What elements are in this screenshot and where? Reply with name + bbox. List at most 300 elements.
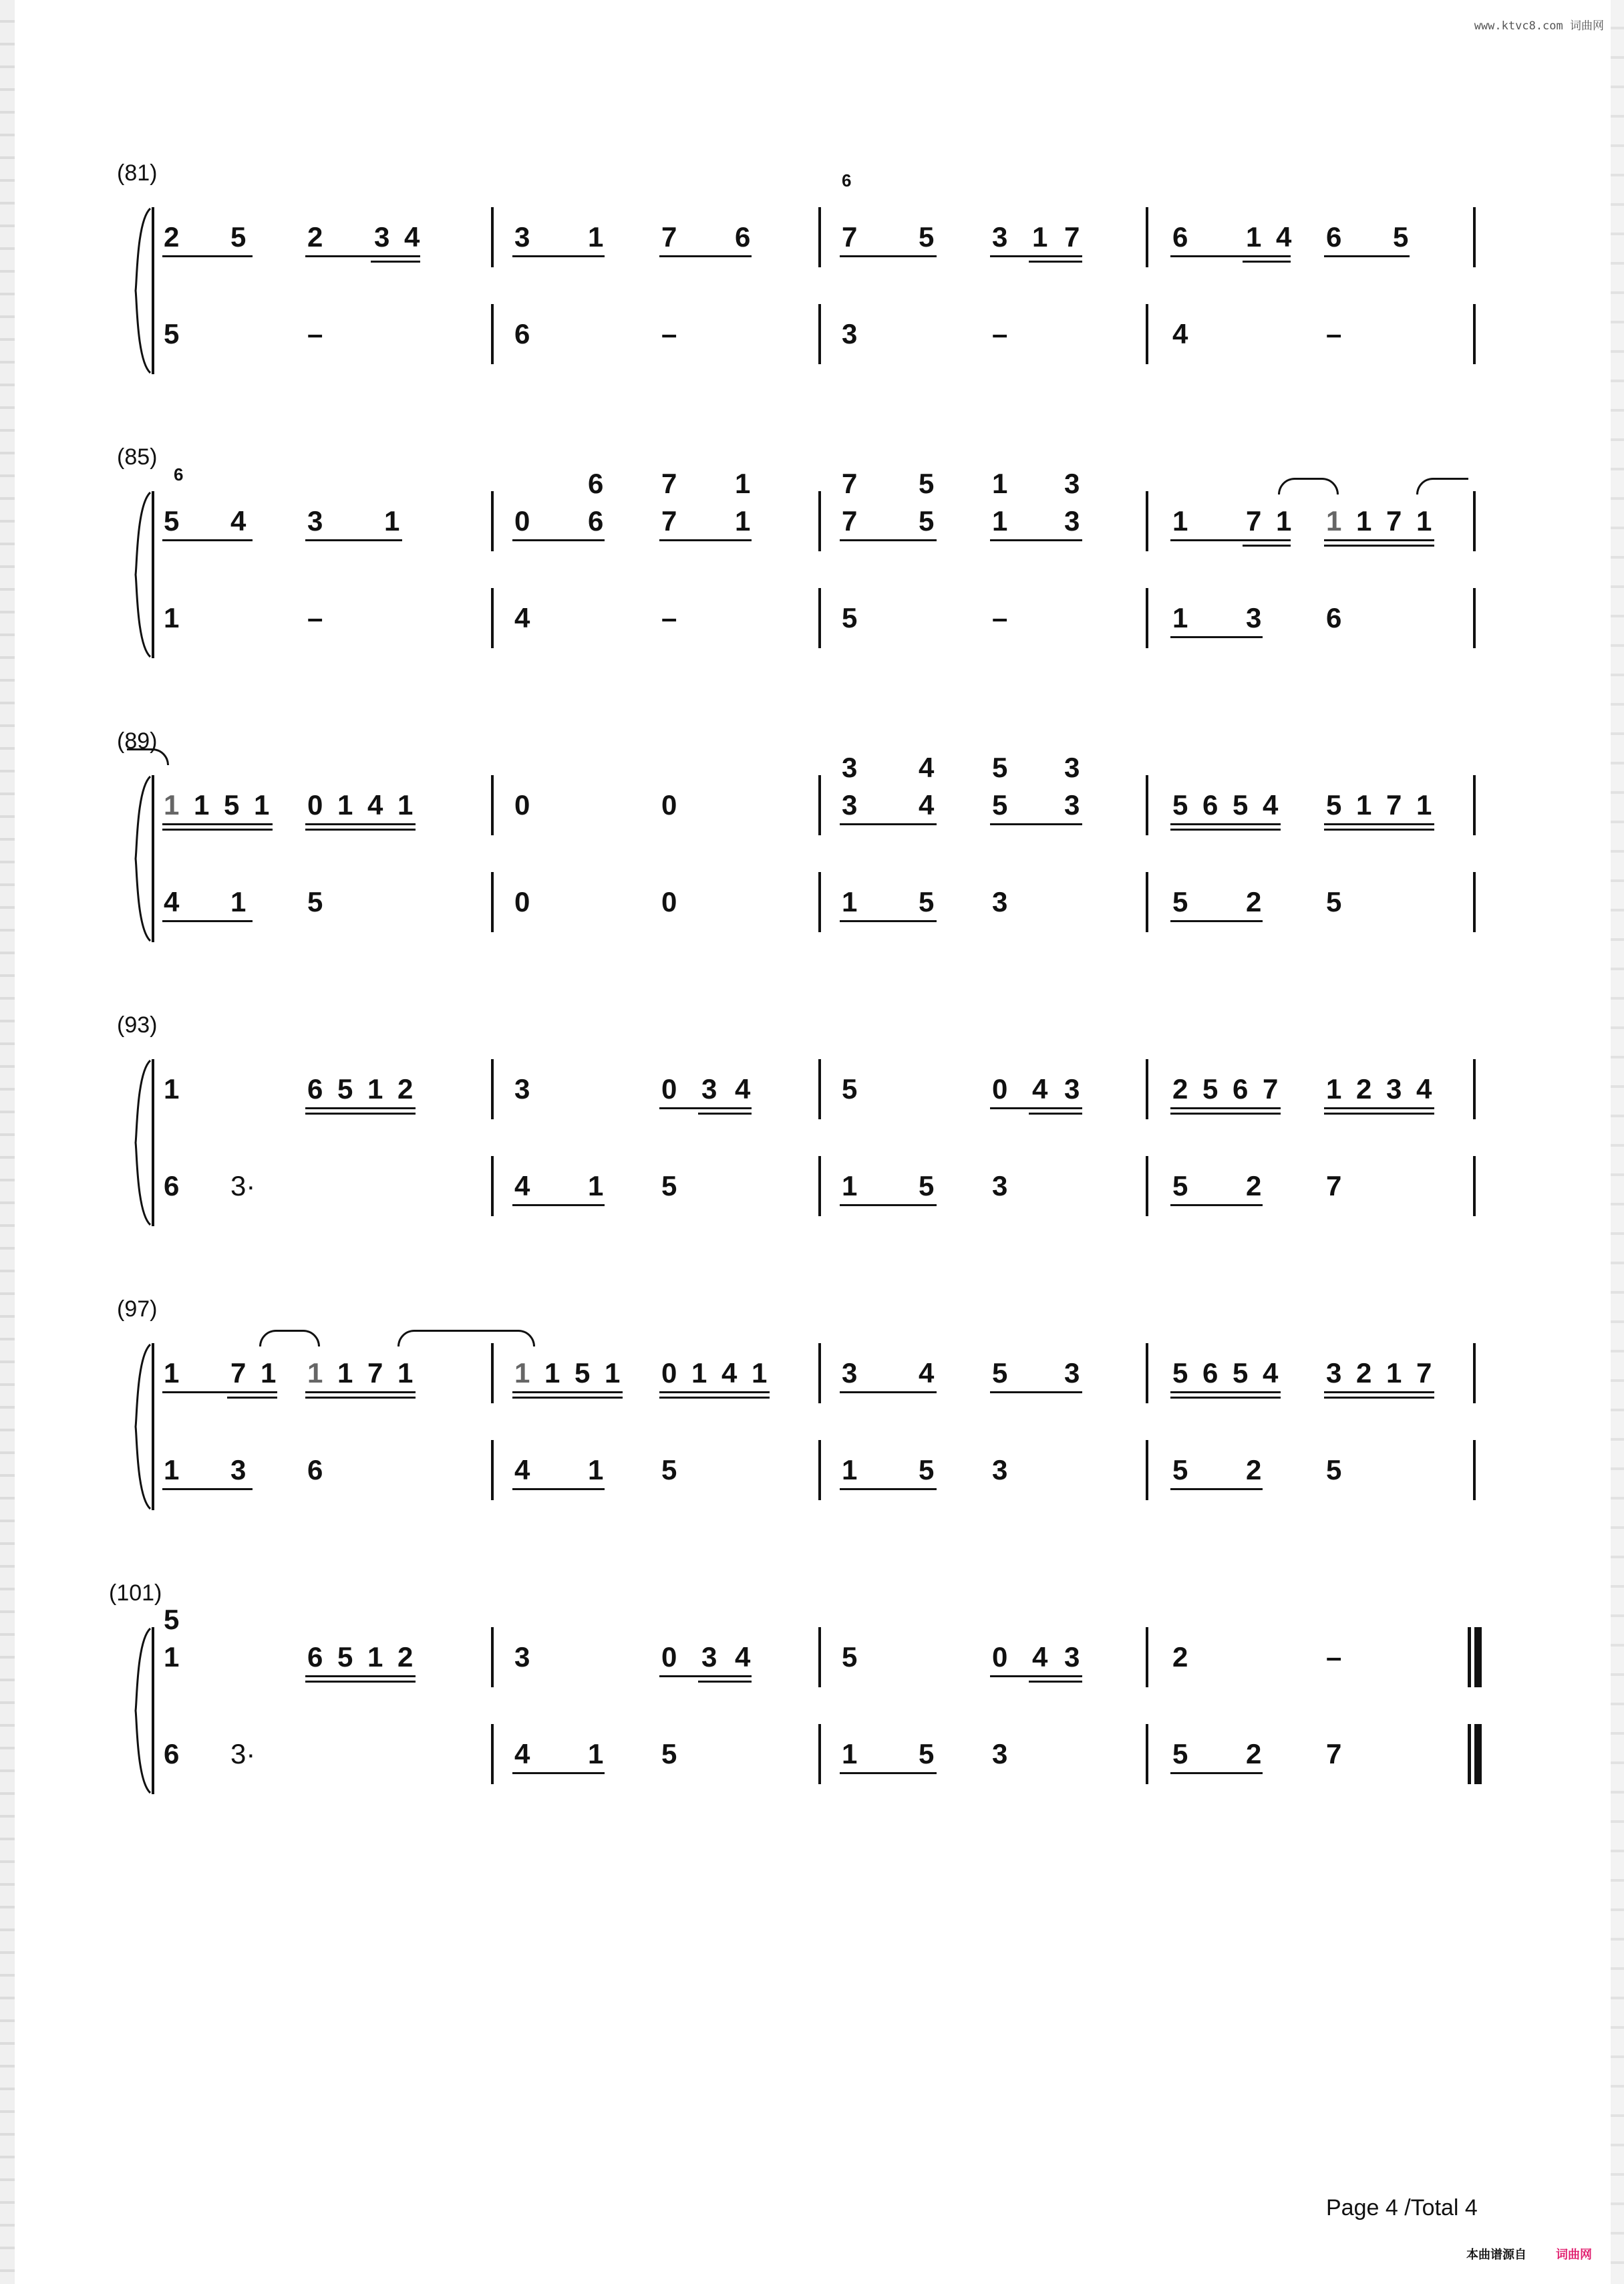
note: – [992,318,1008,349]
note: 6 [1172,221,1188,253]
beam [512,1204,605,1206]
bar-line [491,1343,494,1403]
bar-line [1146,588,1148,648]
beam [1324,1397,1434,1399]
upper-staff [157,170,1496,267]
note: 7 [1416,1357,1432,1389]
beam [840,1488,937,1490]
score-system-93 [117,1012,1496,1233]
note: 5 [1172,1454,1188,1485]
note: 5 [919,221,935,253]
note: 3· [230,1738,256,1769]
note: 5 [992,1357,1008,1389]
note: 0 [514,789,530,821]
bar-line [818,207,821,267]
beam [659,1675,752,1677]
tie-arc [1278,478,1339,494]
beam [840,1772,937,1774]
measure-number: (93) [117,1012,158,1038]
beam [162,1391,277,1393]
beam [305,1397,416,1399]
note: 1 [1326,1073,1342,1105]
note: 2 [397,1641,414,1673]
beam [698,1681,752,1683]
beam [512,539,605,541]
brace-icon [130,775,157,942]
brace-icon [130,1627,157,1794]
note: 5 [1326,789,1342,821]
beam [305,255,420,257]
note: 6 [307,1073,323,1105]
measure-number: (89) [117,728,158,754]
final-bar-thick [1474,1724,1482,1784]
note: 1 [588,1170,604,1201]
bar-line [818,872,821,932]
note: 4 [514,602,530,633]
tie-arc [1416,478,1468,494]
note: 1 [164,1073,180,1105]
note: 1 [735,505,751,537]
note: 1 [384,505,400,537]
beam [840,823,937,825]
note: 2 [397,1073,414,1105]
note: 0 [661,1357,677,1389]
note: 3 [1064,1073,1080,1105]
beam [1324,539,1434,541]
beam [305,1681,416,1683]
bar-line [1146,1440,1148,1500]
note: 5 [842,1641,858,1673]
bar-line [1146,1627,1148,1687]
beam [1029,1113,1082,1115]
bar-line [491,872,494,932]
note: 5 [919,886,935,917]
note: 5 [919,1170,935,1201]
note: 2 [1356,1073,1372,1105]
beam [512,1397,623,1399]
lower-staff [157,872,1496,932]
note: 4 [514,1738,530,1769]
beam [990,1391,1082,1393]
bar-line [818,588,821,648]
note: 2 [1246,1454,1262,1485]
lower-staff [157,1724,1496,1784]
note: 5 [1172,1357,1188,1389]
bar-line [1146,207,1148,267]
note: 4 [735,1641,751,1673]
note: 3 [1064,789,1080,821]
note: 3 [701,1641,717,1673]
note: 3 [992,221,1008,253]
bar-line [491,1724,494,1784]
note: 3 [514,221,530,253]
note: 5 [1172,886,1188,917]
note: 1 [254,789,270,821]
note: 3 [992,1454,1008,1485]
note: 1 [164,602,180,633]
bar-line [1473,304,1476,364]
beam [305,823,416,825]
note: 7 [842,221,858,253]
note: 6 [735,221,751,253]
beam [990,823,1082,825]
note: 5 [230,221,247,253]
upper-voice-note: 3 [1064,752,1080,783]
bar-line [1473,588,1476,648]
beam [305,1675,416,1677]
beam [227,1397,277,1399]
note: 1 [367,1641,383,1673]
note: 3 [1246,602,1262,633]
beam [990,539,1082,541]
note: 4 [721,1357,738,1389]
bar-line [818,775,821,835]
note: 3 [992,886,1008,917]
bar-line [491,207,494,267]
upper-staff [157,464,1496,551]
beam [1170,255,1291,257]
note: 7 [842,505,858,537]
beam [1170,1204,1263,1206]
beam [659,539,752,541]
upper-voice-note: 3 [842,752,858,783]
beam [1170,1772,1263,1774]
score-system-81 [117,160,1496,381]
score-system-85 [117,444,1496,665]
note: 0 [992,1073,1008,1105]
bar-line [1146,775,1148,835]
brand-site-name[interactable]: 词曲网 [1556,2248,1592,2261]
note: 0 [514,886,530,917]
beam [162,823,273,825]
final-bar-thin [1468,1724,1471,1784]
beam [1029,1681,1082,1683]
beam [1324,829,1434,831]
note: – [307,602,323,633]
note: 5 [307,886,323,917]
bar-line [818,1156,821,1216]
measure-number: (81) [117,160,158,186]
bar-line [1473,207,1476,267]
upper-voice-note: 6 [588,468,604,499]
bar-line [1473,1059,1476,1119]
score-system-97 [117,1296,1496,1517]
note: 4 [514,1454,530,1485]
note: 6 [164,1738,180,1769]
beam [1324,1391,1434,1393]
note: 1 [1416,505,1432,537]
right-decorative-strip [1611,0,1624,2284]
beam [659,1107,752,1109]
bar-line [491,304,494,364]
upper-voice-note: 4 [919,752,935,783]
note: 3 [992,1170,1008,1201]
note: 2 [1246,1170,1262,1201]
measure-number: (101) [109,1580,162,1606]
final-bar-thin [1468,1627,1471,1687]
note: 2 [307,221,323,253]
note: 5 [661,1454,677,1485]
beam [1029,261,1082,263]
bar-line [491,1059,494,1119]
note: 0 [661,1073,677,1105]
note: 5 [1393,221,1409,253]
note: 5 [1233,1357,1249,1389]
grace-note: 6 [174,464,184,484]
lower-staff [157,1156,1496,1216]
bar-line [491,491,494,551]
note: 4 [735,1073,751,1105]
note: 0 [514,505,530,537]
site-url: www.ktvc8.com 词曲网 [1474,19,1604,33]
note: 5 [1172,1170,1188,1201]
bar-line [491,1156,494,1216]
note: 1 [842,886,858,917]
note: 1 [544,1357,560,1389]
beam [305,829,416,831]
brace-icon [130,1059,157,1226]
beam [1324,545,1434,547]
note: 1 [164,1357,180,1389]
note: 3 [701,1073,717,1105]
bar-line [818,1059,821,1119]
note: 4 [1263,789,1279,821]
note: 1 [752,1357,768,1389]
note: 4 [367,789,383,821]
note: 7 [230,1357,247,1389]
note: 6 [514,318,530,349]
note: 7 [1326,1738,1342,1769]
beam [305,1107,416,1109]
note: – [992,602,1008,633]
bar-line [818,1440,821,1500]
beam [1324,1107,1434,1109]
beam [1170,539,1291,541]
score-system-89 [117,728,1496,949]
note: 7 [1386,505,1402,537]
note: 5 [1233,789,1249,821]
note: 6 [588,505,604,537]
lower-staff [157,588,1496,648]
bar-line [818,304,821,364]
beam [1170,1488,1263,1490]
beam [162,255,253,257]
note: 1 [1246,221,1262,253]
tied-note: 1 [1326,505,1342,537]
beam [512,255,605,257]
note: 3 [374,221,390,253]
note: 1 [605,1357,621,1389]
bar-line [1146,304,1148,364]
note: 1 [992,505,1008,537]
beam [1324,255,1410,257]
beam [1243,261,1291,263]
bar-line [1473,775,1476,835]
note: 1 [1172,505,1188,537]
beam [512,1488,605,1490]
upper-voice-note: 7 [842,468,858,499]
note: 4 [1032,1641,1048,1673]
note: 4 [1172,318,1188,349]
beam [840,920,937,922]
bar-line [491,1627,494,1687]
note: 5 [919,1454,935,1485]
beam [162,920,253,922]
bar-line [1146,491,1148,551]
note: 5 [661,1170,677,1201]
bar-line [818,1627,821,1687]
beam [840,1391,937,1393]
note: 2 [1246,1738,1262,1769]
note: 5 [224,789,240,821]
beam [1170,823,1281,825]
note: 7 [1246,505,1262,537]
note: 5 [919,1738,935,1769]
beam [512,1772,605,1774]
note: 3 [1386,1073,1402,1105]
measure-number: (97) [117,1296,158,1322]
upper-staff [157,1604,1496,1687]
note: 1 [1416,789,1432,821]
final-bar-thick [1474,1627,1482,1687]
beam [371,261,420,263]
note: 1 [367,1073,383,1105]
note: 6 [1202,789,1219,821]
note: 5 [1202,1073,1219,1105]
note: 3 [842,1357,858,1389]
note: 3 [1326,1357,1342,1389]
note: 1 [588,221,604,253]
note: 3 [230,1454,247,1485]
beam [990,1675,1082,1677]
note: 1 [588,1738,604,1769]
beam [990,255,1082,257]
grace-note: 6 [842,170,852,190]
note: 5 [164,318,180,349]
note: 5 [1326,886,1342,917]
brace-icon [130,1343,157,1510]
tie-arc [397,1330,535,1346]
note: 7 [1386,789,1402,821]
note: 1 [261,1357,277,1389]
lower-staff [157,1440,1496,1500]
note: 6 [1233,1073,1249,1105]
note: 7 [661,505,677,537]
beam [1324,823,1434,825]
note: 4 [919,789,935,821]
note: – [661,318,677,349]
bar-line [1473,1156,1476,1216]
note: 7 [1326,1170,1342,1201]
upper-voice-note: 7 [661,468,677,499]
footer-brand [1466,2245,1592,2263]
beam [659,1391,770,1393]
beam [1324,1113,1434,1115]
beam [162,829,273,831]
bar-line [1473,872,1476,932]
brace-icon [130,207,157,374]
note: 1 [164,1454,180,1485]
note: 6 [1326,221,1342,253]
beam [840,1204,937,1206]
note: 2 [1356,1357,1372,1389]
bar-line [1146,1156,1148,1216]
note: 1 [230,886,247,917]
note: 2 [1246,886,1262,917]
beam [162,1488,253,1490]
beam [698,1113,752,1115]
note: 5 [1172,789,1188,821]
bar-line [818,491,821,551]
note: 3 [514,1641,530,1673]
note: 1 [691,1357,707,1389]
beam [305,539,402,541]
tie-arc [127,748,169,765]
note: 5 [164,505,180,537]
bar-line [1146,1343,1148,1403]
upper-staff [157,752,1496,835]
bar-line [1146,1724,1148,1784]
bar-line [1146,872,1148,932]
bar-line [1473,491,1476,551]
note: 3 [842,789,858,821]
beam [162,539,253,541]
bar-line [491,775,494,835]
note: 2 [1172,1073,1188,1105]
note: 1 [1032,221,1048,253]
note: 3 [514,1073,530,1105]
beam [1170,1107,1281,1109]
note: 1 [397,789,414,821]
beam [1170,1113,1281,1115]
note: 5 [1172,1738,1188,1769]
note: 1 [842,1738,858,1769]
note: 4 [404,221,420,253]
note: 1 [1356,505,1372,537]
note: 1 [842,1454,858,1485]
left-decorative-strip [0,0,15,2284]
beam [305,1113,416,1115]
tied-note: 1 [164,789,180,821]
beam [659,1397,770,1399]
note: 1 [1172,602,1188,633]
note: 1 [337,1357,353,1389]
upper-staff [157,1343,1496,1403]
note: 6 [1202,1357,1219,1389]
upper-voice-note: 1 [992,468,1008,499]
note: 3 [842,318,858,349]
note: 3 [307,505,323,537]
note: 4 [1276,221,1292,253]
bar-line [1473,1343,1476,1403]
beam [1243,545,1291,547]
note: 5 [842,602,858,633]
note: 0 [307,789,323,821]
note: 1 [1356,789,1372,821]
tied-note: 1 [307,1357,323,1389]
note: 7 [1064,221,1080,253]
note: 4 [230,505,247,537]
note: 3 [1064,1641,1080,1673]
bar-line [818,1724,821,1784]
note: 7 [1263,1073,1279,1105]
note: 4 [514,1170,530,1201]
note: 1 [1276,505,1292,537]
bar-line [1146,1059,1148,1119]
upper-staff [157,1059,1496,1119]
note: 5 [919,505,935,537]
tied-note: 1 [514,1357,530,1389]
